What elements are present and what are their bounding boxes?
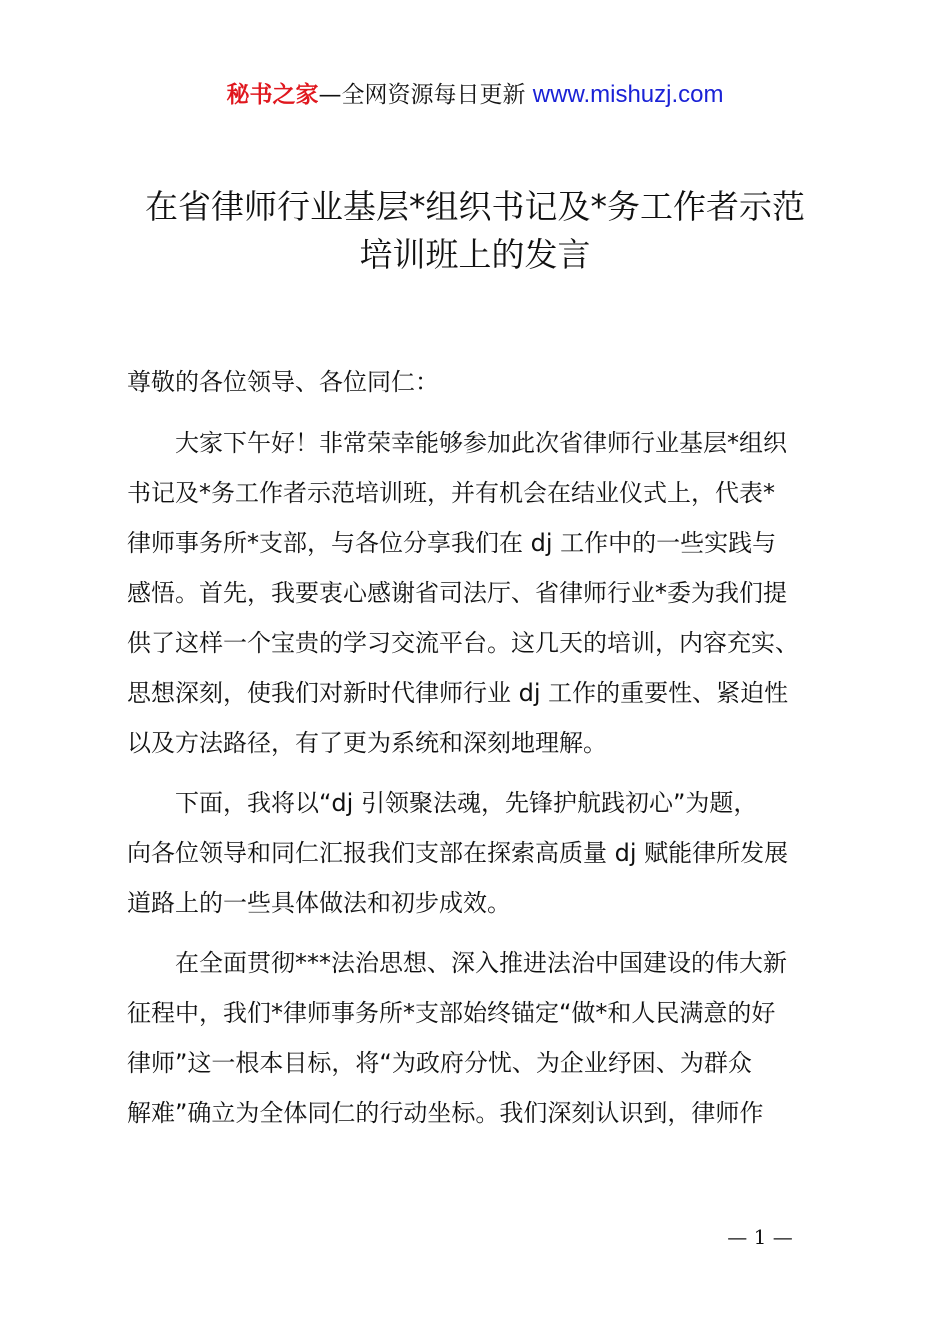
page-number: — 1 — (727, 1225, 793, 1249)
paragraph-line: 在全面贯彻***法治思想、深入推进法治中国建设的伟大新 (127, 949, 787, 977)
site-slogan: —全网资源每日更新 (318, 82, 526, 108)
paragraph-line: 征程中，我们*律师事务所*支部始终锚定“做*和人民满意的好 (127, 999, 776, 1027)
title-line: 培训班上的发言 (359, 235, 591, 274)
paragraph-line: 感悟。首先，我要衷心感谢省司法厅、省律师行业*委为我们提 (127, 579, 787, 607)
paragraph-line: 大家下午好！非常荣幸能够参加此次省律师行业基层*组织 (127, 429, 787, 457)
paragraph (127, 418, 847, 768)
paragraph-line: 律师”这一根本目标，将“为政府分忧、为企业纾困、为群众 (127, 1049, 752, 1077)
title-line: 在省律师行业基层*组织书记及*务工作者示范 (145, 187, 805, 226)
paragraph-line: 道路上的一些具体做法和初步成效。 (127, 889, 511, 917)
site-brand: 秘书之家 (226, 82, 319, 108)
site-url-link[interactable]: www.mishuzj.com (532, 81, 724, 108)
paragraph-line: 思想深刻，使我们对新时代律师行业 dj 工作的重要性、紧迫性 (127, 679, 789, 707)
paragraph-line: 书记及*务工作者示范培训班，并有机会在结业仪式上，代表* (127, 479, 775, 507)
paragraph-line: 律师事务所*支部，与各位分享我们在 dj 工作中的一些实践与 (127, 529, 777, 557)
paragraph-line: 解难”确立为全体同仁的行动坐标。我们深刻认识到，律师作 (127, 1099, 764, 1127)
salutation: 尊敬的各位领导、各位同仁： (127, 368, 439, 396)
paragraph-line: 下面，我将以“dj 引领聚法魂，先锋护航践初心”为题， (127, 789, 758, 817)
document-body (127, 418, 847, 1148)
paragraph-line: 以及方法路径，有了更为系统和深刻地理解。 (127, 729, 607, 757)
paragraph-line: 向各位领导和同仁汇报我们支部在探索高质量 dj 赋能律所发展 (127, 839, 789, 867)
paragraph (127, 938, 847, 1138)
paragraph (127, 778, 847, 928)
site-header (0, 78, 950, 112)
paragraph-line: 供了这样一个宝贵的学习交流平台。这几天的培训，内容充实、 (127, 629, 799, 657)
document-title (100, 183, 850, 279)
